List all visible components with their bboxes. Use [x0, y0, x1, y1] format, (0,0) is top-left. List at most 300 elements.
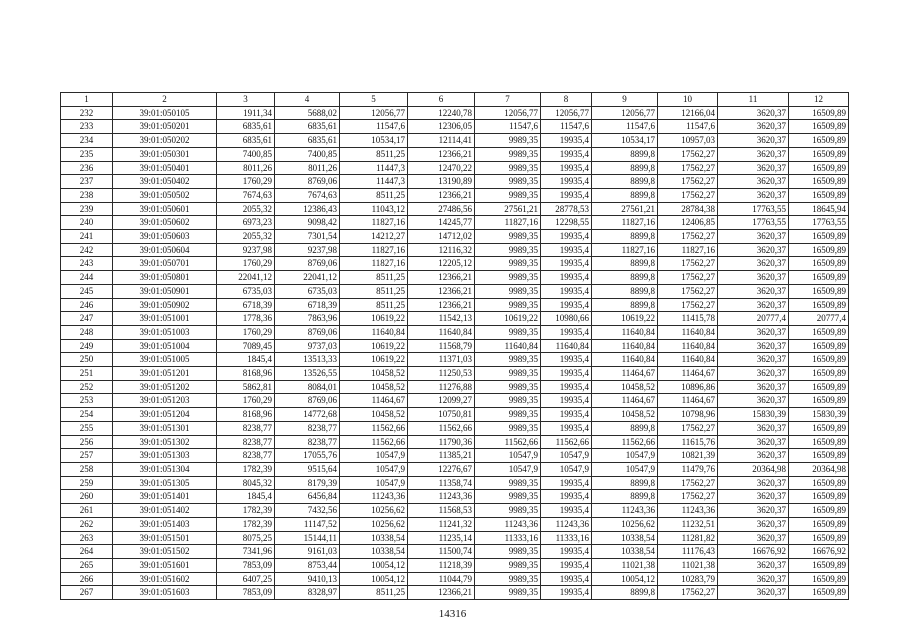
- table-row: [61, 476, 849, 490]
- table-cell: 39:01:050402: [113, 175, 217, 189]
- table-cell: 11464,67: [340, 394, 408, 408]
- table-row: [61, 339, 849, 353]
- table-cell: 16509,89: [789, 353, 849, 367]
- table-cell: 10547,9: [541, 462, 592, 476]
- table-cell: 6835,61: [275, 120, 340, 134]
- table-cell: 8511,25: [340, 586, 408, 600]
- table-cell: 10547,9: [340, 476, 408, 490]
- table-cell: 7853,09: [217, 558, 275, 572]
- table-cell: 10458,52: [340, 367, 408, 381]
- table-cell: 3620,37: [718, 367, 789, 381]
- table-cell: 255: [61, 421, 113, 435]
- table-cell: 239: [61, 202, 113, 216]
- table-cell: 11827,16: [340, 257, 408, 271]
- table-row: [61, 284, 849, 298]
- table-cell: 12470,22: [408, 161, 475, 175]
- table-cell: 3620,37: [718, 134, 789, 148]
- table-cell: 17562,27: [658, 586, 718, 600]
- table-cell: 267: [61, 586, 113, 600]
- table-cell: 8168,96: [217, 408, 275, 422]
- table-cell: 3620,37: [718, 161, 789, 175]
- table-cell: 9737,03: [275, 339, 340, 353]
- table-cell: 11547,6: [475, 120, 541, 134]
- table-cell: 11218,39: [408, 558, 475, 572]
- table-cell: 11640,84: [475, 339, 541, 353]
- table-cell: 12386,43: [275, 202, 340, 216]
- table-cell: 11547,6: [541, 120, 592, 134]
- table-cell: 11640,84: [592, 325, 658, 339]
- table-cell: 9989,35: [475, 271, 541, 285]
- table-cell: 11640,84: [340, 325, 408, 339]
- table-cell: 16676,92: [718, 545, 789, 559]
- table-cell: 10798,96: [658, 408, 718, 422]
- table-cell: 16509,89: [789, 558, 849, 572]
- table-cell: 39:01:051305: [113, 476, 217, 490]
- table-row: [61, 380, 849, 394]
- table-cell: 3620,37: [718, 284, 789, 298]
- table-cell: 11500,74: [408, 545, 475, 559]
- table-cell: 9237,98: [275, 243, 340, 257]
- table-cell: 10054,12: [592, 572, 658, 586]
- table-cell: 7432,56: [275, 504, 340, 518]
- table-cell: 14712,02: [408, 230, 475, 244]
- table-cell: 17763,55: [718, 202, 789, 216]
- table-cell: 8899,8: [592, 298, 658, 312]
- table-row: [61, 243, 849, 257]
- table-cell: 19935,4: [541, 243, 592, 257]
- table-cell: 10338,54: [592, 545, 658, 559]
- table-cell: 16509,89: [789, 586, 849, 600]
- table-cell: 11827,16: [340, 243, 408, 257]
- table-cell: 11827,16: [592, 216, 658, 230]
- table-cell: 3620,37: [718, 558, 789, 572]
- table-cell: 1760,29: [217, 175, 275, 189]
- table-cell: 19935,4: [541, 394, 592, 408]
- table-cell: 11250,53: [408, 367, 475, 381]
- table-cell: 39:01:050902: [113, 298, 217, 312]
- table-row: [61, 230, 849, 244]
- table-cell: 8769,06: [275, 175, 340, 189]
- table-cell: 3620,37: [718, 531, 789, 545]
- table-cell: 12116,32: [408, 243, 475, 257]
- table-row: [61, 517, 849, 531]
- table-cell: 39:01:051204: [113, 408, 217, 422]
- table-cell: 247: [61, 312, 113, 326]
- table-cell: 8084,01: [275, 380, 340, 394]
- table-row: [61, 435, 849, 449]
- table-cell: 19935,4: [541, 490, 592, 504]
- table-cell: 10547,9: [475, 462, 541, 476]
- table-cell: 10896,86: [658, 380, 718, 394]
- table-cell: 11640,84: [658, 339, 718, 353]
- table-cell: 10458,52: [340, 408, 408, 422]
- table-cell: 10619,22: [592, 312, 658, 326]
- table-cell: 11464,67: [658, 394, 718, 408]
- table-cell: 12056,77: [592, 106, 658, 120]
- table-cell: 11464,67: [658, 367, 718, 381]
- column-header: 5: [340, 93, 408, 107]
- table-cell: 20364,98: [718, 462, 789, 476]
- column-header: 12: [789, 93, 849, 107]
- table-cell: 8899,8: [592, 175, 658, 189]
- table-cell: 7400,85: [275, 147, 340, 161]
- table-cell: 9989,35: [475, 175, 541, 189]
- table-cell: 11562,66: [340, 435, 408, 449]
- table-row: [61, 298, 849, 312]
- table-cell: 11243,36: [658, 504, 718, 518]
- table-cell: 8511,25: [340, 284, 408, 298]
- table-cell: 3620,37: [718, 147, 789, 161]
- table-cell: 7400,85: [217, 147, 275, 161]
- table-cell: 8899,8: [592, 490, 658, 504]
- table-cell: 10256,62: [340, 517, 408, 531]
- table-cell: 10338,54: [592, 531, 658, 545]
- table-cell: 39:01:050502: [113, 188, 217, 202]
- table-cell: 27486,56: [408, 202, 475, 216]
- table-cell: 22041,12: [275, 271, 340, 285]
- table-cell: 16509,89: [789, 572, 849, 586]
- table-cell: 8899,8: [592, 257, 658, 271]
- table-cell: 3620,37: [718, 353, 789, 367]
- table-cell: 19935,4: [541, 380, 592, 394]
- table-cell: 3620,37: [718, 504, 789, 518]
- table-cell: 14212,27: [340, 230, 408, 244]
- table-cell: 1911,34: [217, 106, 275, 120]
- table-row: [61, 490, 849, 504]
- table-cell: 12366,21: [408, 586, 475, 600]
- table-cell: 265: [61, 558, 113, 572]
- table-cell: 39:01:051303: [113, 449, 217, 463]
- table-cell: 10957,03: [658, 134, 718, 148]
- table-cell: 10338,54: [340, 545, 408, 559]
- table-cell: 11790,36: [408, 435, 475, 449]
- table-cell: 9989,35: [475, 230, 541, 244]
- table-cell: 254: [61, 408, 113, 422]
- table-cell: 11827,16: [340, 216, 408, 230]
- table-cell: 17562,27: [658, 421, 718, 435]
- table-row: [61, 188, 849, 202]
- table-cell: 10547,9: [340, 462, 408, 476]
- table-cell: 241: [61, 230, 113, 244]
- table-cell: 6735,03: [275, 284, 340, 298]
- table-cell: 8238,77: [217, 449, 275, 463]
- table-cell: 11562,66: [408, 421, 475, 435]
- table-cell: 11415,78: [658, 312, 718, 326]
- table-cell: 11640,84: [541, 339, 592, 353]
- table-cell: 39:01:050701: [113, 257, 217, 271]
- table-cell: 11562,66: [541, 435, 592, 449]
- table-cell: 9989,35: [475, 572, 541, 586]
- table-row: [61, 312, 849, 326]
- table-cell: 9515,64: [275, 462, 340, 476]
- table-cell: 11568,53: [408, 504, 475, 518]
- table-cell: 16509,89: [789, 421, 849, 435]
- table-cell: 19935,4: [541, 271, 592, 285]
- table-cell: 11021,38: [592, 558, 658, 572]
- table-cell: 232: [61, 106, 113, 120]
- table-cell: 9989,35: [475, 147, 541, 161]
- table-cell: 11043,12: [340, 202, 408, 216]
- table-cell: 3620,37: [718, 435, 789, 449]
- table-cell: 7301,54: [275, 230, 340, 244]
- table-cell: 11243,36: [340, 490, 408, 504]
- table-cell: 16509,89: [789, 435, 849, 449]
- table-cell: 9989,35: [475, 353, 541, 367]
- table-cell: 235: [61, 147, 113, 161]
- table-cell: 11827,16: [475, 216, 541, 230]
- table-cell: 8899,8: [592, 284, 658, 298]
- table-cell: 9161,03: [275, 545, 340, 559]
- table-row: [61, 394, 849, 408]
- table-cell: 11562,66: [340, 421, 408, 435]
- table-cell: 17562,27: [658, 476, 718, 490]
- table-cell: 16509,89: [789, 531, 849, 545]
- table-cell: 28778,53: [541, 202, 592, 216]
- table-cell: 10338,54: [340, 531, 408, 545]
- table-cell: 1845,4: [217, 490, 275, 504]
- table-cell: 39:01:051601: [113, 558, 217, 572]
- table-cell: 3620,37: [718, 572, 789, 586]
- table-cell: 1760,29: [217, 394, 275, 408]
- table-cell: 12099,27: [408, 394, 475, 408]
- table-cell: 8511,25: [340, 298, 408, 312]
- table-cell: 16509,89: [789, 325, 849, 339]
- table-cell: 9989,35: [475, 558, 541, 572]
- table-cell: 10054,12: [340, 572, 408, 586]
- table-row: [61, 504, 849, 518]
- table-cell: 3620,37: [718, 394, 789, 408]
- table-cell: 39:01:051003: [113, 325, 217, 339]
- table-cell: 16509,89: [789, 504, 849, 518]
- table-row: [61, 175, 849, 189]
- table-cell: 9989,35: [475, 243, 541, 257]
- table-cell: 27561,21: [592, 202, 658, 216]
- table-cell: 10619,22: [340, 339, 408, 353]
- table-cell: 8899,8: [592, 271, 658, 285]
- table-cell: 9989,35: [475, 161, 541, 175]
- table-cell: 16509,89: [789, 257, 849, 271]
- table-cell: 16509,89: [789, 271, 849, 285]
- table-cell: 264: [61, 545, 113, 559]
- table-cell: 10821,39: [658, 449, 718, 463]
- table-cell: 245: [61, 284, 113, 298]
- table-row: [61, 572, 849, 586]
- table-cell: 17562,27: [658, 298, 718, 312]
- table-cell: 11232,51: [658, 517, 718, 531]
- table-cell: 39:01:050901: [113, 284, 217, 298]
- table-cell: 17562,27: [658, 161, 718, 175]
- table-cell: 13526,55: [275, 367, 340, 381]
- table-cell: 10458,52: [340, 380, 408, 394]
- table-cell: 19935,4: [541, 188, 592, 202]
- table-cell: 3620,37: [718, 120, 789, 134]
- table-cell: 12366,21: [408, 271, 475, 285]
- table-cell: 5688,02: [275, 106, 340, 120]
- table-cell: 11385,21: [408, 449, 475, 463]
- table-cell: 11243,36: [541, 517, 592, 531]
- table-cell: 8769,06: [275, 325, 340, 339]
- table-cell: 1782,39: [217, 517, 275, 531]
- table-cell: 19935,4: [541, 545, 592, 559]
- table-cell: 12298,55: [541, 216, 592, 230]
- table-cell: 7089,45: [217, 339, 275, 353]
- table-cell: 19935,4: [541, 147, 592, 161]
- table-cell: 15830,39: [789, 408, 849, 422]
- table-cell: 12056,77: [475, 106, 541, 120]
- table-cell: 7863,96: [275, 312, 340, 326]
- table-cell: 10458,52: [592, 380, 658, 394]
- table-cell: 16509,89: [789, 380, 849, 394]
- table-cell: 16509,89: [789, 175, 849, 189]
- table-cell: 2055,32: [217, 202, 275, 216]
- table-cell: 8899,8: [592, 586, 658, 600]
- table-cell: 11547,6: [658, 120, 718, 134]
- table-cell: 3620,37: [718, 517, 789, 531]
- table-cell: 10283,79: [658, 572, 718, 586]
- table-cell: 39:01:050801: [113, 271, 217, 285]
- table-cell: 1845,4: [217, 353, 275, 367]
- table-cell: 39:01:050602: [113, 216, 217, 230]
- table-cell: 8769,06: [275, 257, 340, 271]
- table-cell: 19935,4: [541, 230, 592, 244]
- table-cell: 16509,89: [789, 298, 849, 312]
- table-cell: 12306,05: [408, 120, 475, 134]
- table-cell: 39:01:050401: [113, 161, 217, 175]
- table-cell: 8238,77: [275, 421, 340, 435]
- table-cell: 39:01:050202: [113, 134, 217, 148]
- table-cell: 12406,85: [658, 216, 718, 230]
- table-row: [61, 147, 849, 161]
- table-cell: 39:01:051602: [113, 572, 217, 586]
- column-header: 1: [61, 93, 113, 107]
- table-cell: 19935,4: [541, 367, 592, 381]
- column-header: 11: [718, 93, 789, 107]
- table-cell: 3620,37: [718, 476, 789, 490]
- table-cell: 3620,37: [718, 298, 789, 312]
- table-row: [61, 216, 849, 230]
- table-cell: 9989,35: [475, 188, 541, 202]
- table-cell: 234: [61, 134, 113, 148]
- table-cell: 8168,96: [217, 367, 275, 381]
- table-row: [61, 558, 849, 572]
- table-cell: 8769,06: [275, 394, 340, 408]
- table-cell: 22041,12: [217, 271, 275, 285]
- table-cell: 9989,35: [475, 367, 541, 381]
- table-cell: 17562,27: [658, 284, 718, 298]
- table-cell: 263: [61, 531, 113, 545]
- table-cell: 39:01:051603: [113, 586, 217, 600]
- table-cell: 12276,67: [408, 462, 475, 476]
- table-cell: 19935,4: [541, 476, 592, 490]
- table-row: [61, 134, 849, 148]
- table-row: [61, 257, 849, 271]
- table-cell: 16509,89: [789, 517, 849, 531]
- table-cell: 14772,68: [275, 408, 340, 422]
- table-cell: 249: [61, 339, 113, 353]
- table-cell: 11333,16: [475, 531, 541, 545]
- column-header: 7: [475, 93, 541, 107]
- table-cell: 6456,84: [275, 490, 340, 504]
- table-cell: 39:01:051304: [113, 462, 217, 476]
- table-row: [61, 367, 849, 381]
- table-row: [61, 449, 849, 463]
- table-cell: 11044,79: [408, 572, 475, 586]
- table-cell: 7674,63: [275, 188, 340, 202]
- table-cell: 16509,89: [789, 449, 849, 463]
- table-cell: 11827,16: [658, 243, 718, 257]
- table-cell: 19935,4: [541, 586, 592, 600]
- table-cell: 39:01:051501: [113, 531, 217, 545]
- table-cell: 8511,25: [340, 147, 408, 161]
- table-cell: 246: [61, 298, 113, 312]
- table-cell: 10619,22: [340, 312, 408, 326]
- table-cell: 11615,76: [658, 435, 718, 449]
- table-cell: 19935,4: [541, 572, 592, 586]
- table-cell: 9989,35: [475, 490, 541, 504]
- table-cell: 39:01:051301: [113, 421, 217, 435]
- table-cell: 3620,37: [718, 586, 789, 600]
- table-cell: 6735,03: [217, 284, 275, 298]
- table-cell: 19935,4: [541, 161, 592, 175]
- table-cell: 8899,8: [592, 147, 658, 161]
- table-cell: 11243,36: [475, 517, 541, 531]
- table-cell: 236: [61, 161, 113, 175]
- table-cell: 8899,8: [592, 188, 658, 202]
- table-cell: 9237,98: [217, 243, 275, 257]
- table-cell: 39:01:050201: [113, 120, 217, 134]
- table-cell: 11281,82: [658, 531, 718, 545]
- table-cell: 17562,27: [658, 175, 718, 189]
- table-cell: 8511,25: [340, 188, 408, 202]
- table-cell: 12366,21: [408, 298, 475, 312]
- table-cell: 10534,17: [340, 134, 408, 148]
- table-cell: 8899,8: [592, 161, 658, 175]
- table-cell: 3620,37: [718, 421, 789, 435]
- table-cell: 16509,89: [789, 394, 849, 408]
- table-cell: 39:01:051401: [113, 490, 217, 504]
- page-number: 14316: [438, 608, 467, 620]
- table-cell: 244: [61, 271, 113, 285]
- table-row: [61, 421, 849, 435]
- table-cell: 3620,37: [718, 339, 789, 353]
- table-cell: 11640,84: [592, 353, 658, 367]
- table-cell: 3620,37: [718, 175, 789, 189]
- table-cell: 39:01:051203: [113, 394, 217, 408]
- table-cell: 16509,89: [789, 367, 849, 381]
- table-cell: 10547,9: [340, 449, 408, 463]
- table-cell: 39:01:051502: [113, 545, 217, 559]
- table-row: [61, 106, 849, 120]
- table-cell: 19935,4: [541, 558, 592, 572]
- table-cell: 16676,92: [789, 545, 849, 559]
- table-cell: 11464,67: [592, 394, 658, 408]
- table-cell: 8238,77: [217, 435, 275, 449]
- table-cell: 11243,36: [592, 504, 658, 518]
- table-cell: 11147,52: [275, 517, 340, 531]
- table-cell: 6973,23: [217, 216, 275, 230]
- table-cell: 16509,89: [789, 106, 849, 120]
- table-cell: 10458,52: [592, 408, 658, 422]
- table-cell: 16509,89: [789, 490, 849, 504]
- table-cell: 9098,42: [275, 216, 340, 230]
- table-cell: 20777,4: [789, 312, 849, 326]
- table-cell: 9989,35: [475, 325, 541, 339]
- table-cell: 10750,81: [408, 408, 475, 422]
- table-cell: 39:01:050105: [113, 106, 217, 120]
- table-cell: 8753,44: [275, 558, 340, 572]
- column-header: 10: [658, 93, 718, 107]
- table-cell: 39:01:051001: [113, 312, 217, 326]
